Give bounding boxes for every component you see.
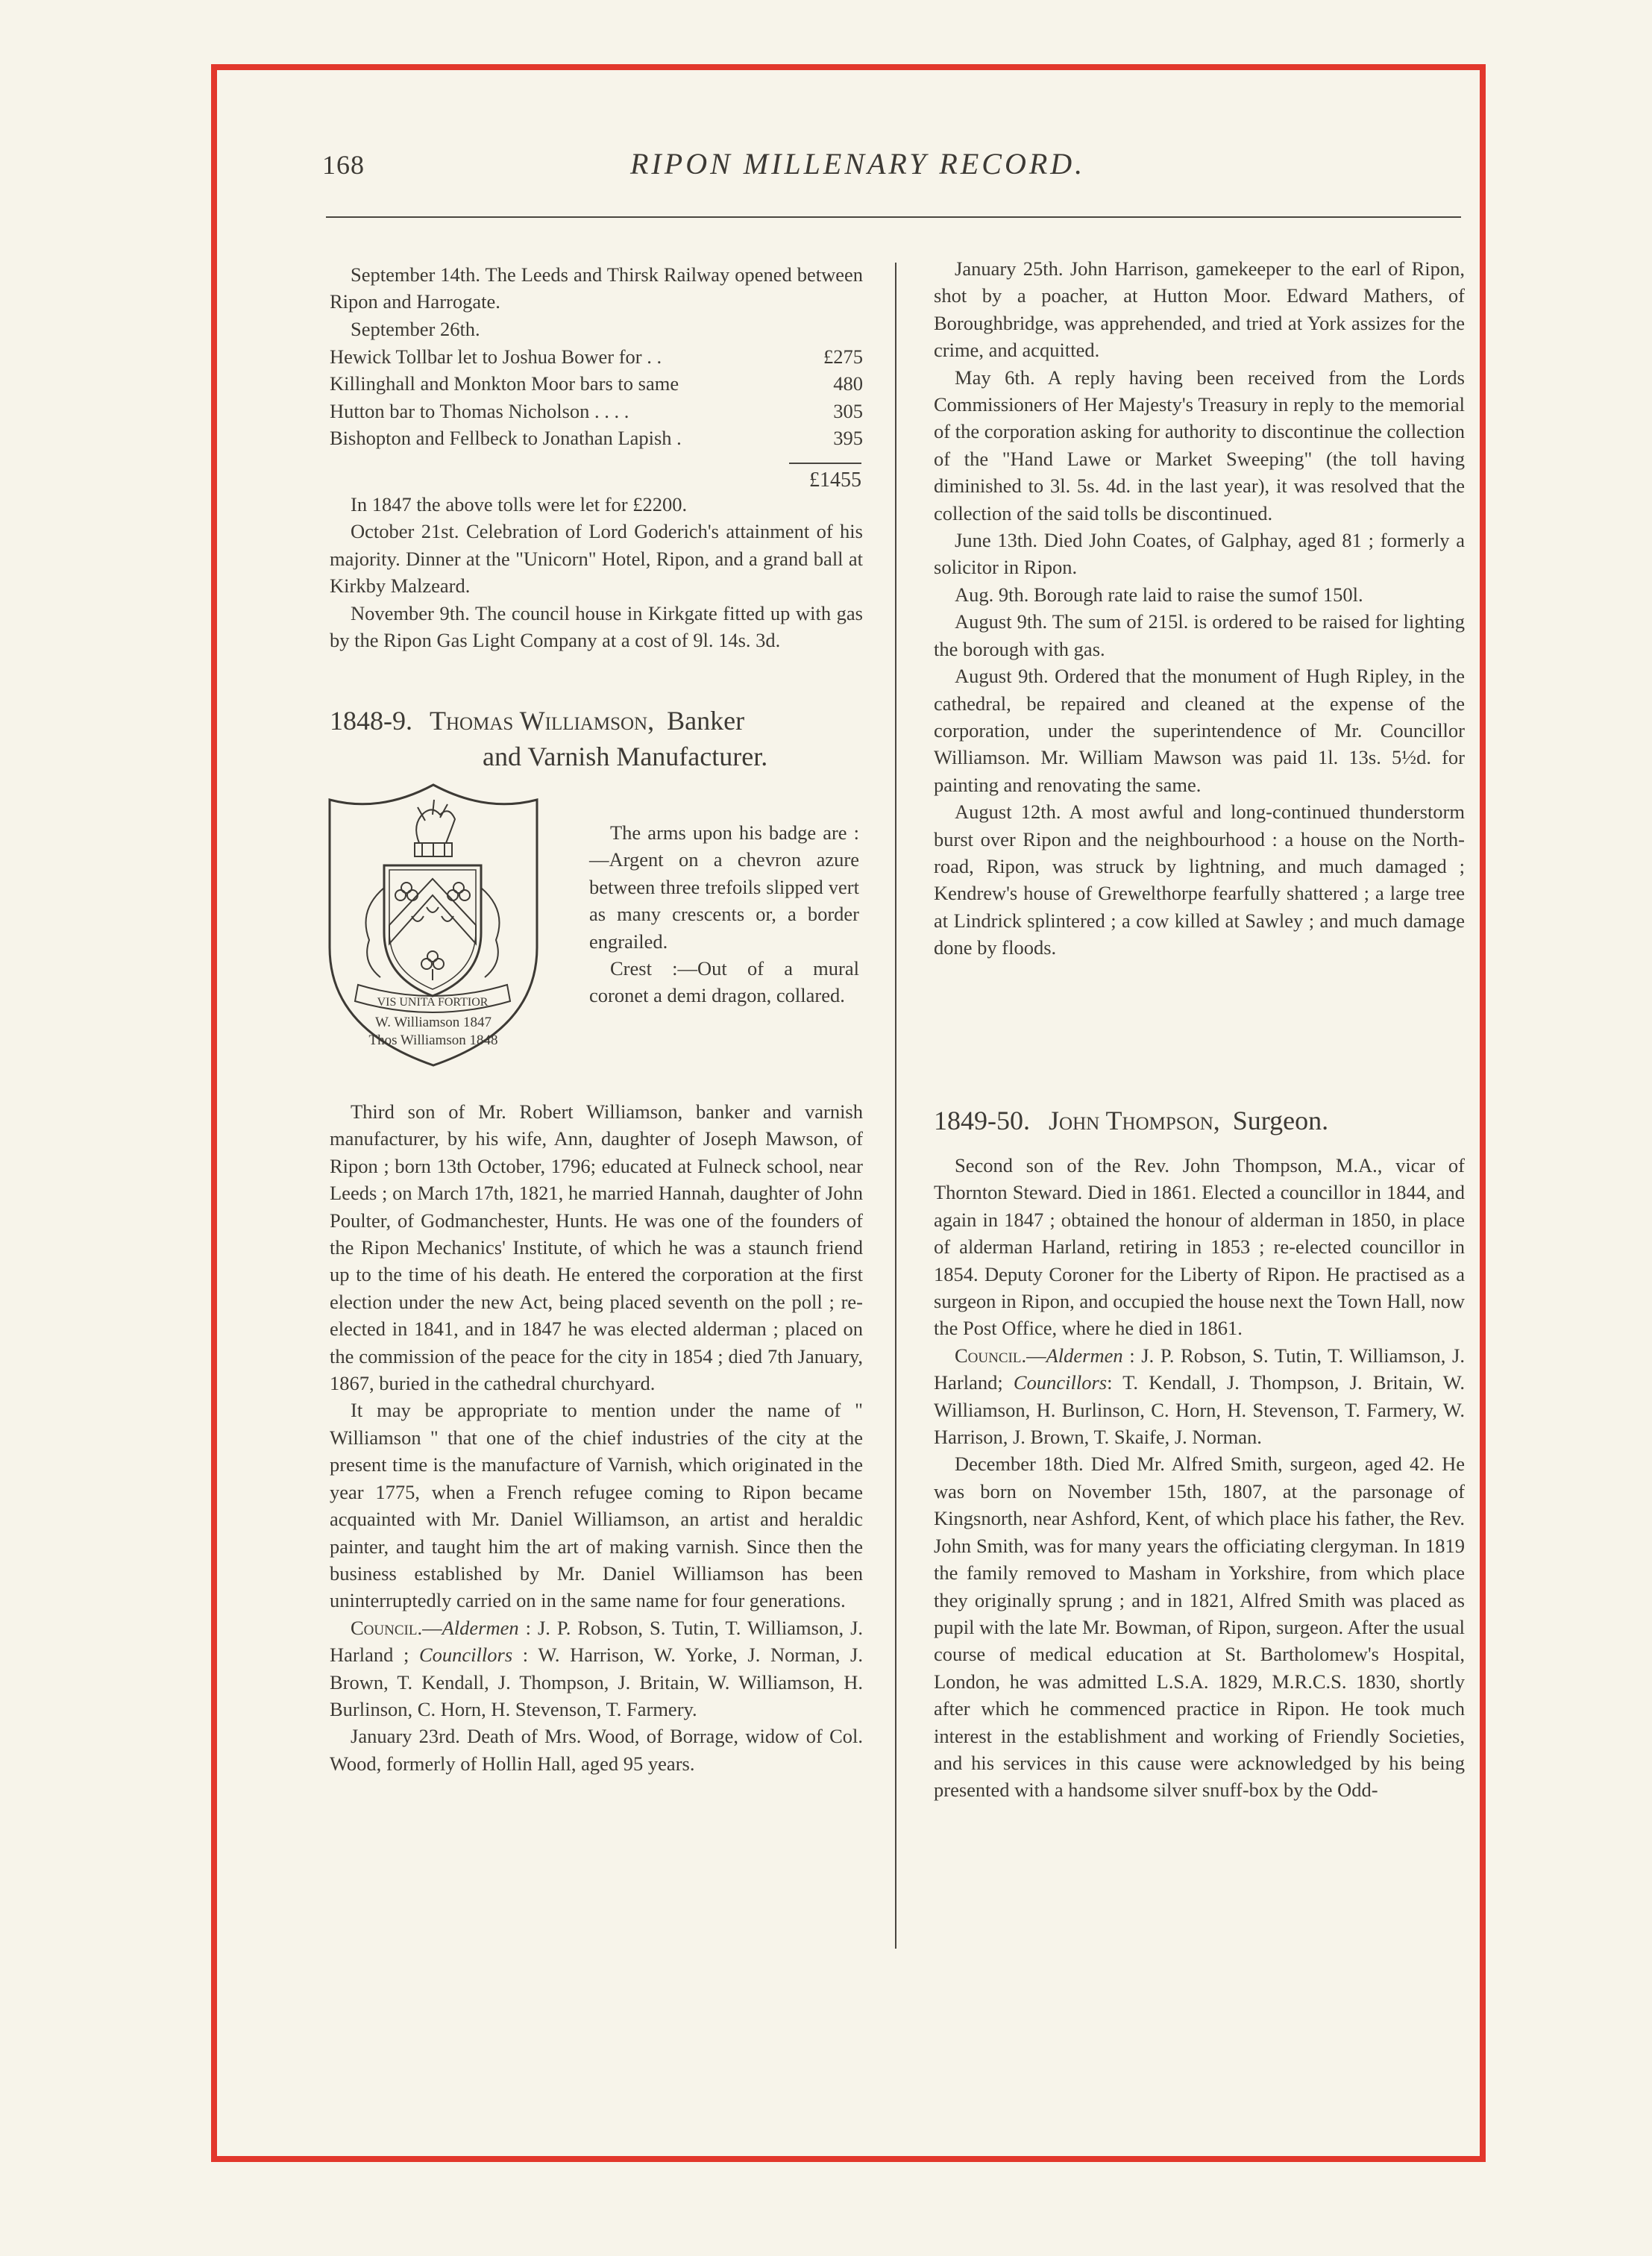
toll-label: Hutton bar to Thomas Nicholson . . . . [330, 399, 629, 422]
alfred-smith-entry: December 18th. Died Mr. Alfred Smith, surgeon, aged 42. He was born on November 15th, 1807, at the parsonage of Kingsnorth, near Ashford, Kent, of which place his father, the Rev. John Smith, was for many years the officiating clergyman. In 1819 the family removed to Masham in Yorkshire, from which place they originally sprung ; and in 1821, Alfred Smith was placed as pupil with the late Mr. Bowman, of Ripon, surgeon. After the usual course of medical education at St. Bartholomew's Hospital, London, he was admitted L.S.A. 1829, M.R.C.S. 1830, shortly after which he commenced practice in Ripon. He took much interest in the establishment and working of Friendly Societies, and his services in this cause were acknowledged by his being presented with a handsome silver snuff-box by the Odd- [934, 1453, 1465, 1802]
aldermen-label: Aldermen [442, 1616, 519, 1639]
hand-lawe-entry: May 6th. A reply having been received from the Lords Commissioners of Her Majesty's Treasury in reply to the memorial of the corporation asking for authority to discontinue the collection of the "Hand Lawe or Market Sweeping" (the toll having diminished to 3l. 5s. 4d. in the last year), it was resolved that the collection of the said tolls be discontinued. [934, 366, 1465, 524]
borough-rate-entry: Aug. 9th. Borough rate laid to raise the sumof 150l. [955, 583, 1363, 606]
toll-amount: £275 [823, 345, 863, 368]
councillors-list: : T. Kendall, J. Thompson, J. Britain, W. Williamson, H. Burlinson, C. Horn, H. Stevenson, T. Farmery, W. Harrison, J. Brown, T. Skaife, J. Norman. [934, 1371, 1466, 1449]
williamson-bio: Third son of Mr. Robert Williamson, banker and varnish manufacturer, by his wife, Ann, daughter of Joseph Mawson, of Ripon ; born 13th October, 1796; educated at Fulneck school, near Leeds ; on March 17th, 1821, he married Hannah, daughter of John Poulter, of Godmanchester, Hunts. He was one of the founders of the Ripon Mechanics' Institute, of which he was a staunch friend up to the time of his death. He entered the corporation at the first election under the new Act, being placed seventh on the poll ; re-elected in 1841, and in 1847 he was elected alderman ; placed on the commission of the peace for the city in 1854 ; died 7th January, 1867, buried in the cathedral churchyard. [330, 1100, 863, 1395]
aldermen-list: : J. P. Robson, S. Tutin, T. Williamson, J. Harland ; [330, 1616, 864, 1667]
left-intro [330, 261, 863, 342]
heading-role-line2: and Varnish Manufacturer. [483, 742, 768, 771]
toll-row [330, 370, 863, 397]
aldermen-label: Aldermen [1046, 1344, 1123, 1367]
heading-role: Surgeon. [1232, 1106, 1329, 1135]
heading-year: 1848-9. [330, 706, 412, 736]
thunderstorm-entry: August 12th. A most awful and long-continued thunderstorm burst over Ripon and the neighbourhood : a house on the North-road, Ripon, was struck by lightning, and much damaged ; Kendrew's house of Grewelthorpe fearfully shattered ; a large tree at Lindrick splintered ; a cow killed at Sawley ; and much damage done by floods. [934, 800, 1465, 959]
badge-arms: The arms upon his badge are :—Argent on a chevron azure between three trefoils slipped vert as many crescents or, a border engrailed. [589, 821, 859, 953]
varnish-history: It may be appropriate to mention under the name of " Williamson " that one of the chief industries of the city at the present time is the manufacture of Varnish, which originated in the year 1775, when a French refugee coming to Ripon became acquainted with Mr. Daniel Williamson, an artist and heraldic painter, and taught him the art of making varnish. Since then the business established by Mr. Daniel Williamson has been uninterruptedly carried on in the same name for four generations. [330, 1399, 863, 1612]
toll-row [330, 424, 863, 451]
council-label: Council.— [351, 1616, 442, 1639]
railway-entry: September 14th. The Leeds and Thirsk Railway opened between Ripon and Harrogate. [330, 263, 863, 313]
heading-name: Thomas Williamson, [430, 706, 655, 736]
thompson-bio: Second son of the Rev. John Thompson, M.A., vicar of Thornton Steward. Died in 1861. Elected a councillor in 1844, and again in 1847 ; obtained the honour of alderman in 1850, in place of alderman Harland, retiring in 1853 ; re-elected councillor in 1854. Deputy Coroner for the Liberty of Ripon. He practised as a surgeon in Ripon, and occupied the house next the Town Hall, now the Post Office, where he died in 1861. [934, 1154, 1465, 1340]
toll-row [330, 343, 863, 370]
coat-of-arms-badge [328, 783, 538, 1067]
wood-death-entry: January 23rd. Death of Mrs. Wood, of Borrage, widow of Col. Wood, formerly of Hollin Hall, aged 95 years. [330, 1725, 863, 1775]
council-1848 [330, 1614, 863, 1723]
motto-text: VIS UNITA FORTIOR [377, 996, 489, 1009]
page-number: 168 [322, 150, 365, 180]
councillors-label: Councillors [1013, 1371, 1108, 1394]
toll-label: Hewick Tollbar let to Joshua Bower for . . [330, 345, 662, 368]
toll-amount: 395 [833, 427, 863, 450]
trefoil-icon [395, 883, 470, 980]
heading-year: 1849-50. [934, 1106, 1030, 1135]
mayor-heading-1848 [330, 703, 863, 774]
ripley-monument-entry: August 9th. Ordered that the monument of Hugh Ripley, in the cathedral, be repaired and cleaned at the expense of the corporation, under the superintendence of Mr. Councillor Williamson. Mr. William Mawson was paid 1l. 13s. 5½d. for painting and renovating the same. [934, 665, 1465, 796]
toll-label: Bishopton and Fellbeck to Jonathan Lapish . [330, 427, 682, 450]
councillors-list: : W. Harrison, W. Yorke, J. Norman, J. Brown, T. Kendall, J. Thompson, J. Britain, W. Williamson, H. Burlinson, C. Horn, H. Stevenson, T. Farmery. [330, 1644, 863, 1720]
toll-total: £1455 [789, 463, 861, 492]
councillors-label: Councillors [419, 1644, 513, 1667]
council-1849 [934, 1342, 1465, 1451]
badge-inscription-1: W. Williamson 1847 [375, 1015, 491, 1030]
goderich-entry: October 21st. Celebration of Lord Goderich's attainment of his majority. Dinner at the "Unicorn" Hotel, Ripon, and a grand ball at Kirkby Malzeard. [330, 520, 863, 598]
council-house-entry: November 9th. The council house in Kirkgate fitted up with gas by the Ripon Gas Light Company at a cost of 9l. 14s. 3d. [330, 601, 863, 652]
right-biography [934, 1152, 1465, 1804]
toll-label: Killinghall and Monkton Moor bars to same [330, 372, 679, 395]
column-divider [895, 263, 896, 1949]
tolls-date: September 26th. [351, 317, 480, 340]
council-label: Council.— [955, 1344, 1046, 1367]
harrison-entry: January 25th. John Harrison, gamekeeper to the earl of Ripon, shot by a poacher, at Hutton Moor. Edward Mathers, of Boroughbridge, was apprehended, and tried at York assizes for the crime, and acquitted. [934, 257, 1465, 362]
mayor-heading-1849 [934, 1103, 1465, 1138]
left-biography [330, 1098, 863, 1777]
header-rule [326, 216, 1461, 218]
dragon-crest-icon [415, 800, 455, 856]
crescent-icon [412, 907, 453, 921]
badge-description [589, 819, 859, 1009]
gas-lighting-entry: August 9th. The sum of 215l. is ordered to be raised for lighting the borough with gas. [934, 610, 1465, 660]
running-title: RIPON MILLENARY RECORD. [630, 147, 1086, 181]
badge-crest: Crest :—Out of a mural coronet a demi dragon, collared. [589, 957, 859, 1007]
toll-amount: 305 [833, 399, 863, 422]
right-events [934, 255, 1465, 962]
coates-entry: June 13th. Died John Coates, of Galphay, aged 81 ; formerly a solicitor in Ripon. [934, 529, 1465, 579]
heading-name: John Thompson, [1049, 1106, 1220, 1135]
toll-amount: 480 [833, 372, 863, 395]
tolls-1847: In 1847 the above tolls were let for £2200. [351, 493, 688, 516]
toll-row [330, 398, 863, 424]
aldermen-list: : J. P. Robson, S. Tutin, T. Williamson, J. Harland; [934, 1344, 1465, 1394]
heading-role: Banker [667, 706, 745, 736]
badge-inscription-2: Thos Williamson 1848 [368, 1033, 498, 1048]
left-section-2 [330, 491, 863, 654]
tolls-table [330, 343, 863, 452]
